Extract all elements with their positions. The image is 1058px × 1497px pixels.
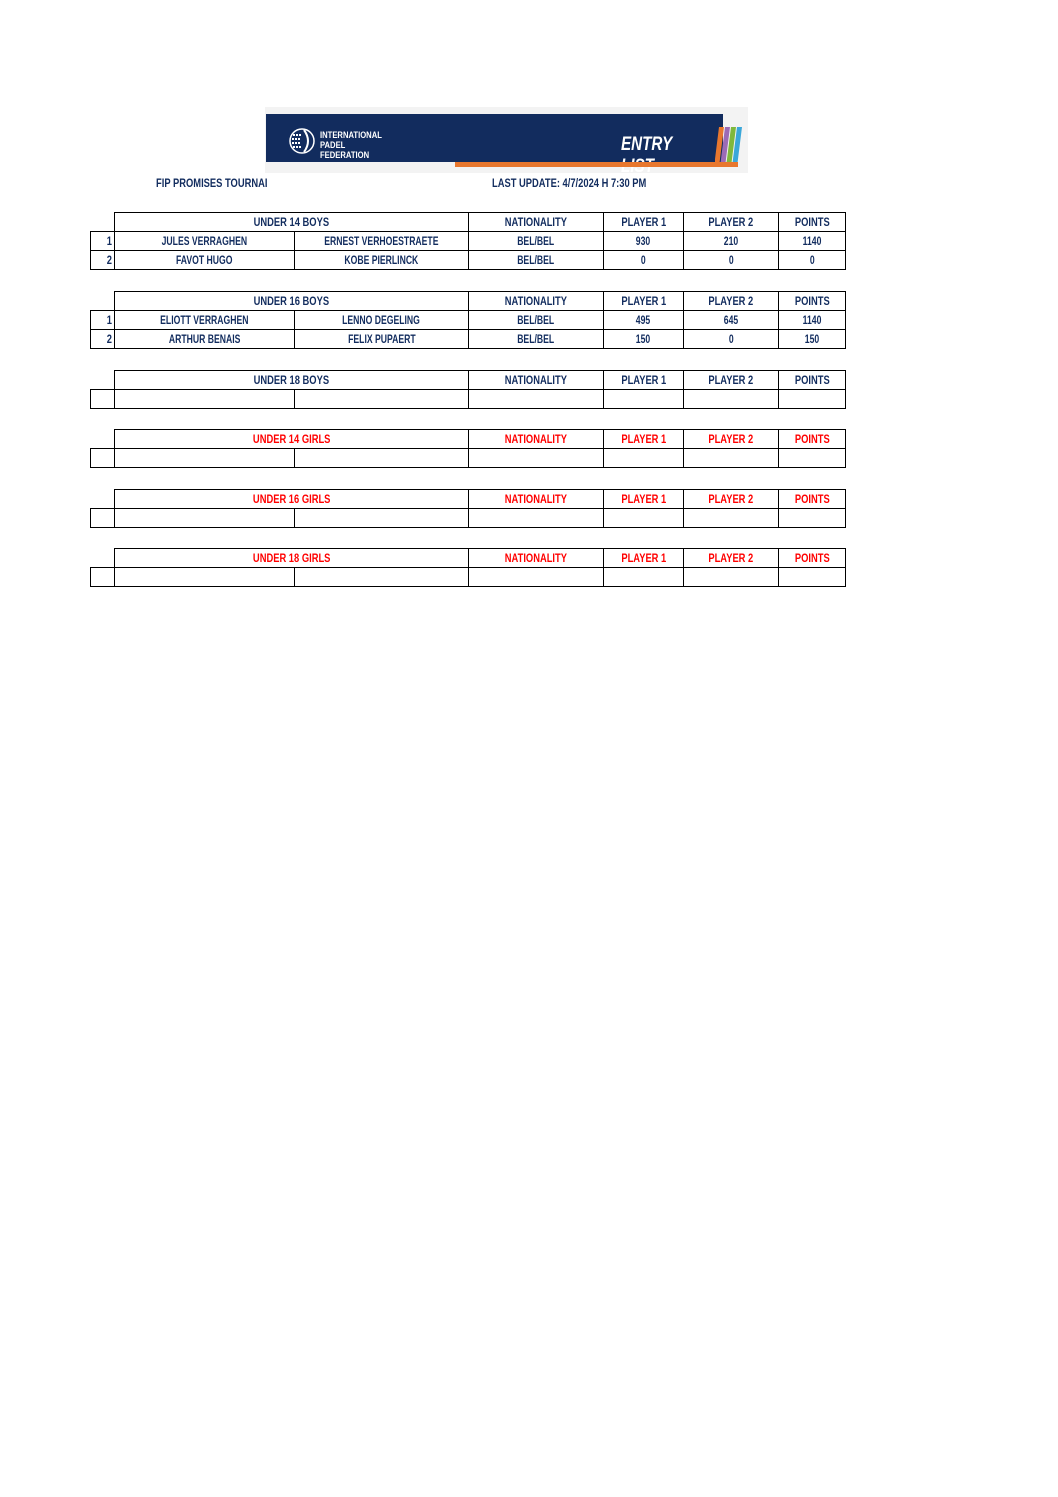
col-points: POINTS <box>779 213 846 232</box>
empty-table-row <box>91 509 846 528</box>
entry-table <box>90 291 846 349</box>
player-1-name: FAVOT HUGO <box>115 251 295 270</box>
padel-ball-logo-icon <box>288 127 316 155</box>
nationality: BEL/BEL <box>469 311 604 330</box>
federation-name: INTERNATIONAL PADEL FEDERATION <box>320 130 382 160</box>
entry-table <box>90 489 846 528</box>
col-player-1: PLAYER 1 <box>604 292 684 311</box>
color-stripes-decoration <box>715 127 745 167</box>
entry-list-banner <box>265 107 748 173</box>
player-2-name: ERNEST VERHOESTRAETE <box>295 232 469 251</box>
category-title: UNDER 16 BOYS <box>115 292 469 311</box>
col-player-2: PLAYER 2 <box>684 490 779 509</box>
rank: 1 <box>91 232 115 251</box>
banner-background <box>266 114 723 162</box>
player-2-points: 0 <box>684 330 779 349</box>
player-2-name: KOBE PIERLINCK <box>295 251 469 270</box>
tournament-name: FIP PROMISES TOURNAI <box>156 176 268 190</box>
category-title: UNDER 16 GIRLS <box>115 490 469 509</box>
table-header-row <box>91 371 846 390</box>
player-1-name: JULES VERRAGHEN <box>115 232 295 251</box>
col-player-1: PLAYER 1 <box>604 490 684 509</box>
total-points: 1140 <box>779 311 846 330</box>
rank: 1 <box>91 311 115 330</box>
entry-table <box>90 548 846 587</box>
total-points: 0 <box>779 251 846 270</box>
col-nationality: NATIONALITY <box>469 371 604 390</box>
col-player-2: PLAYER 2 <box>684 430 779 449</box>
section-under-14-girls <box>90 429 846 468</box>
category-title: UNDER 14 BOYS <box>115 213 469 232</box>
player-2-name: FELIX PUPAERT <box>295 330 469 349</box>
col-nationality: NATIONALITY <box>469 430 604 449</box>
entry-list-title: ENTRY <box>621 134 672 155</box>
category-title: UNDER 18 BOYS <box>115 371 469 390</box>
col-player-2: PLAYER 2 <box>684 213 779 232</box>
table-row <box>91 311 846 330</box>
table-row <box>91 232 846 251</box>
section-under-16-boys <box>90 291 846 349</box>
empty-table-row <box>91 568 846 587</box>
col-player-2: PLAYER 2 <box>684 549 779 568</box>
table-header-row <box>91 549 846 568</box>
col-nationality: NATIONALITY <box>469 292 604 311</box>
category-title: UNDER 14 GIRLS <box>115 430 469 449</box>
rank: 2 <box>91 251 115 270</box>
nationality: BEL/BEL <box>469 330 604 349</box>
player-2-name: LENNO DEGELING <box>295 311 469 330</box>
player-1-name: ELIOTT VERRAGHEN <box>115 311 295 330</box>
table-row <box>91 330 846 349</box>
table-header-row <box>91 490 846 509</box>
empty-table-row <box>91 449 846 468</box>
table-row <box>91 251 846 270</box>
section-under-16-girls <box>90 489 846 528</box>
col-points: POINTS <box>779 292 846 311</box>
entry-table <box>90 429 846 468</box>
total-points: 150 <box>779 330 846 349</box>
col-nationality: NATIONALITY <box>469 213 604 232</box>
col-player-1: PLAYER 1 <box>604 549 684 568</box>
player-1-points: 495 <box>604 311 684 330</box>
col-points: POINTS <box>779 371 846 390</box>
col-nationality: NATIONALITY <box>469 549 604 568</box>
col-player-1: PLAYER 1 <box>604 371 684 390</box>
col-player-1: PLAYER 1 <box>604 213 684 232</box>
col-player-1: PLAYER 1 <box>604 430 684 449</box>
player-2-points: 0 <box>684 251 779 270</box>
entry-table <box>90 370 846 409</box>
player-1-points: 930 <box>604 232 684 251</box>
category-title: UNDER 18 GIRLS <box>115 549 469 568</box>
section-under-18-girls <box>90 548 846 587</box>
banner-orange-bar <box>455 162 738 167</box>
last-update: LAST UPDATE: 4/7/2024 H 7:30 PM <box>492 176 647 190</box>
section-under-14-boys <box>90 212 846 270</box>
col-points: POINTS <box>779 430 846 449</box>
table-header-row <box>91 430 846 449</box>
nationality: BEL/BEL <box>469 251 604 270</box>
entry-table <box>90 212 846 270</box>
player-2-points: 645 <box>684 311 779 330</box>
player-1-points: 0 <box>604 251 684 270</box>
empty-table-row <box>91 390 846 409</box>
section-under-18-boys <box>90 370 846 409</box>
player-1-name: ARTHUR BENAIS <box>115 330 295 349</box>
col-nationality: NATIONALITY <box>469 490 604 509</box>
table-header-row <box>91 213 846 232</box>
total-points: 1140 <box>779 232 846 251</box>
col-points: POINTS <box>779 549 846 568</box>
col-player-2: PLAYER 2 <box>684 371 779 390</box>
nationality: BEL/BEL <box>469 232 604 251</box>
col-points: POINTS <box>779 490 846 509</box>
table-header-row <box>91 292 846 311</box>
rank: 2 <box>91 330 115 349</box>
player-1-points: 150 <box>604 330 684 349</box>
col-player-2: PLAYER 2 <box>684 292 779 311</box>
player-2-points: 210 <box>684 232 779 251</box>
